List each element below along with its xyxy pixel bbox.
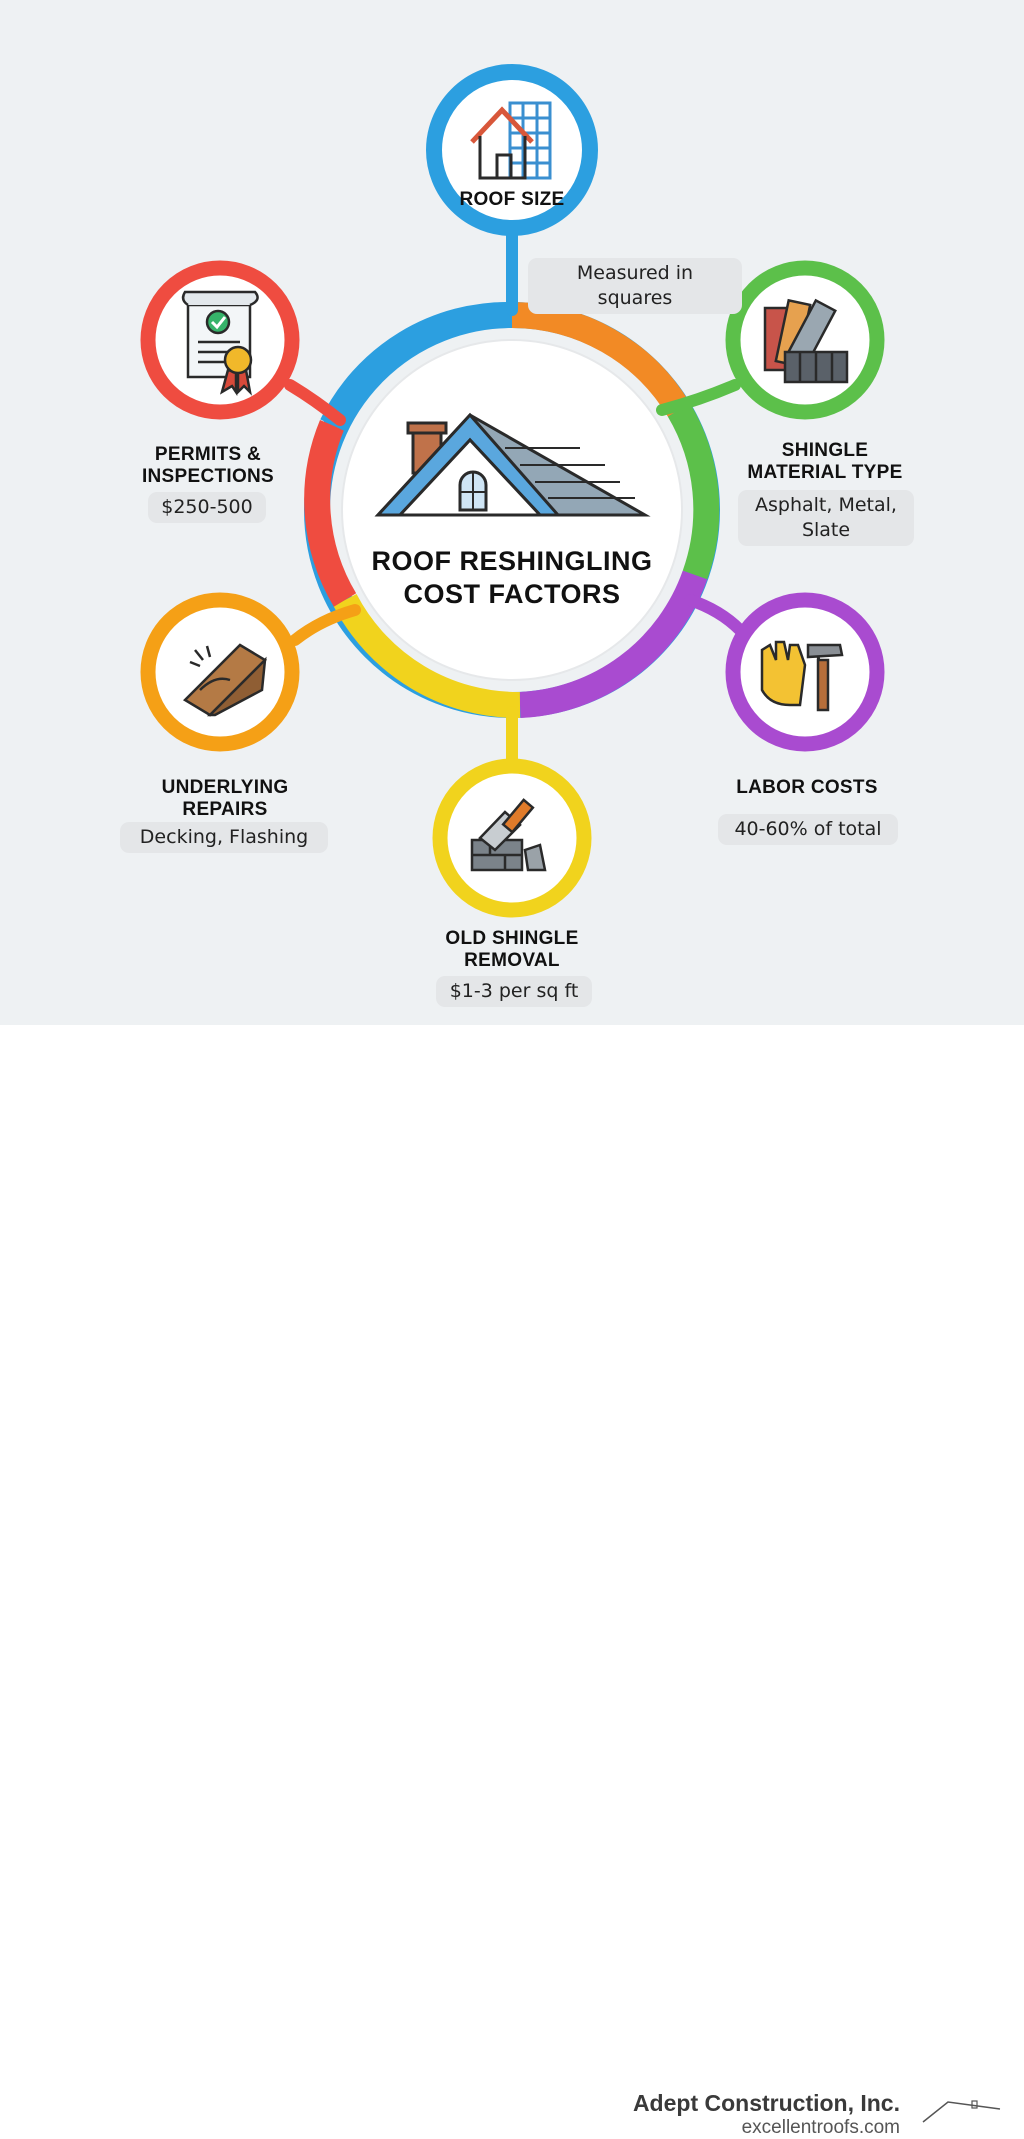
removal-title xyxy=(432,928,592,972)
shingle-material-title-line-1: SHINGLE xyxy=(781,440,869,461)
shingle-material-detail-line-1: Asphalt, Metal, xyxy=(755,494,897,516)
repairs-title-line-2: REPAIRS xyxy=(182,799,268,820)
repairs-title xyxy=(140,777,310,821)
shingle-material-detail-line-2: Slate xyxy=(801,519,851,541)
removal-node xyxy=(440,766,584,910)
permits-title-line-1: PERMITS & xyxy=(154,444,262,465)
company-name: Adept Construction, Inc. xyxy=(632,2090,900,2116)
footer xyxy=(0,1025,1024,2138)
removal-detail: $1-3 per sq ft xyxy=(436,976,592,1007)
shingle-material-title-line-2: MATERIAL TYPE xyxy=(747,462,903,483)
permits-detail: $250-500 xyxy=(148,492,266,523)
certificate-icon xyxy=(183,292,258,392)
repairs-title-line-1: UNDERLYING xyxy=(161,777,289,798)
company-url[interactable]: excellentroofs.com xyxy=(741,2117,900,2138)
removal-title-line-2: REMOVAL xyxy=(464,950,560,971)
roof-size-title: ROOF SIZE xyxy=(459,189,565,210)
labor-detail: 40-60% of total xyxy=(718,814,898,845)
brand-block xyxy=(633,2090,900,2139)
center-title-line-2: COST FACTORS xyxy=(403,579,621,609)
removal-title-line-1: OLD SHINGLE xyxy=(445,928,579,949)
infographic-canvas xyxy=(0,0,1024,1025)
roof-line-icon xyxy=(920,2097,1010,2137)
roof-size-detail: Measured in squares xyxy=(528,258,742,314)
ring-segment-green xyxy=(679,410,706,575)
center-title-line-1: ROOF RESHINGLING xyxy=(371,546,653,576)
ring-segment-red xyxy=(317,425,345,600)
permits-title xyxy=(128,444,288,488)
center-title xyxy=(352,545,672,611)
permits-title-line-2: INSPECTIONS xyxy=(141,466,275,487)
shingle-material-title xyxy=(740,440,910,484)
labor-title: LABOR COSTS xyxy=(736,777,878,798)
connector-labor xyxy=(690,600,740,630)
shingle-material-detail xyxy=(738,490,914,546)
repairs-detail: Decking, Flashing xyxy=(120,822,328,853)
